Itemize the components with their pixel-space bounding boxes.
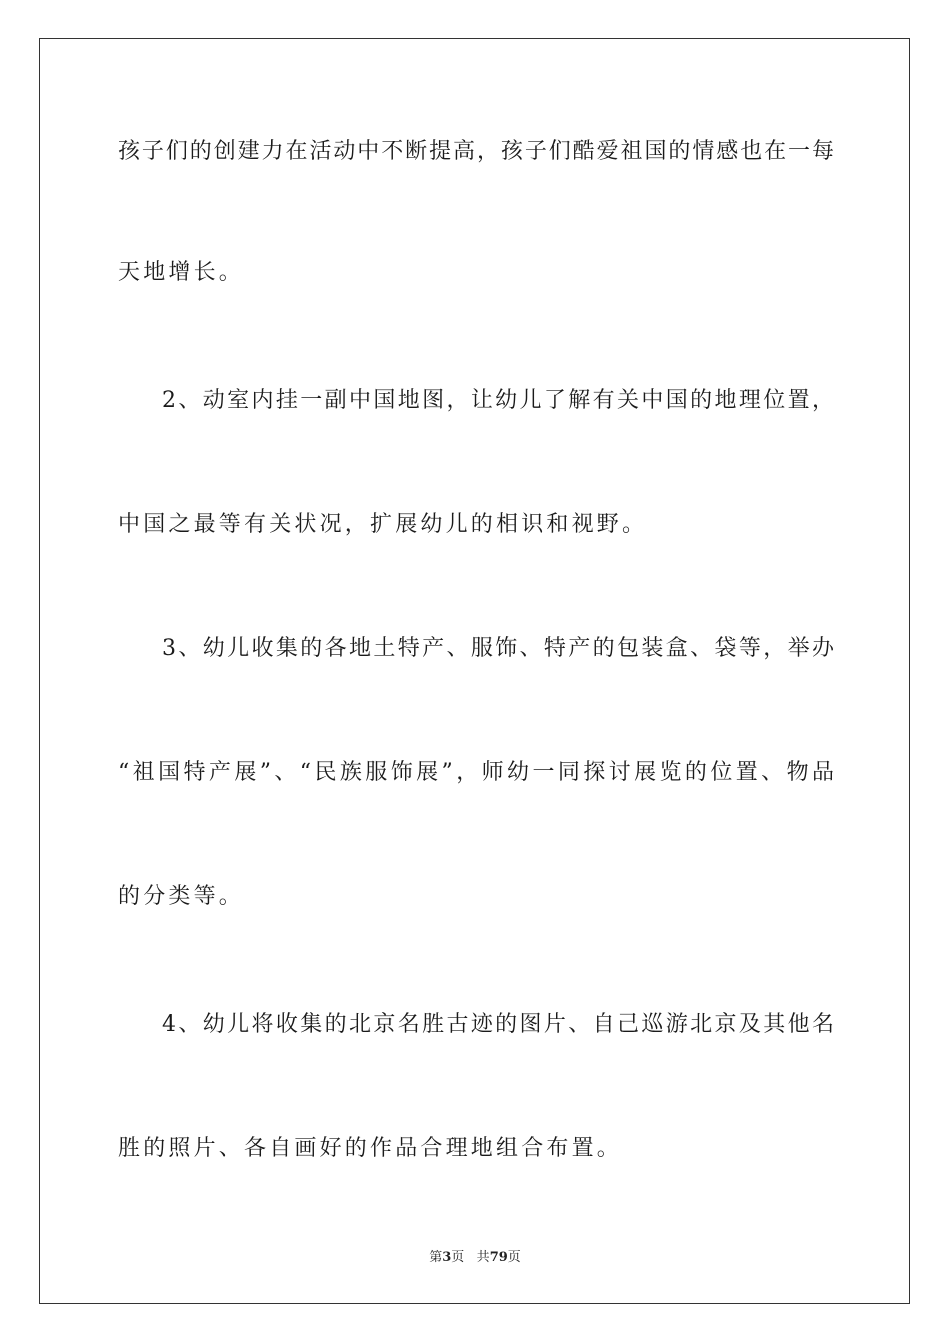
footer-total-prefix: 共 [476,1250,490,1265]
footer-total-suffix: 页 [507,1250,521,1265]
paragraph-line-9: 胜的照片、各自画好的作品合理地组合布置。 [118,1136,623,1161]
footer-page-prefix: 第 [429,1250,443,1265]
paragraph-line-5: 3、幼儿收集的各地土特产、服饰、特产的包装盒、袋等，举办 [162,636,834,661]
footer-total-pages: 79 [489,1250,508,1265]
footer-page-suffix: 页 [451,1250,465,1265]
paragraph-line-1: 孩子们的创建力在活动中不断提高，孩子们酷爱祖国的情感也在一每 [118,139,834,164]
paragraph-line-3: 2、动室内挂一副中国地图，让幼儿了解有关中国的地理位置， [162,388,834,413]
footer-page-number: 3 [442,1250,452,1265]
paragraph-line-7: 的分类等。 [118,884,245,909]
page-footer [0,1246,950,1265]
paragraph-line-4: 中国之最等有关状况，扩展幼儿的相识和视野。 [118,512,648,537]
paragraph-line-2: 天地增长。 [118,260,245,285]
page-border [39,38,910,1304]
paragraph-line-8: 4、幼儿将收集的北京名胜古迹的图片、自己巡游北京及其他名 [162,1012,834,1037]
paragraph-line-6: “祖国特产展”、“民族服饰展”，师幼一同探讨展览的位置、物品 [118,760,834,785]
